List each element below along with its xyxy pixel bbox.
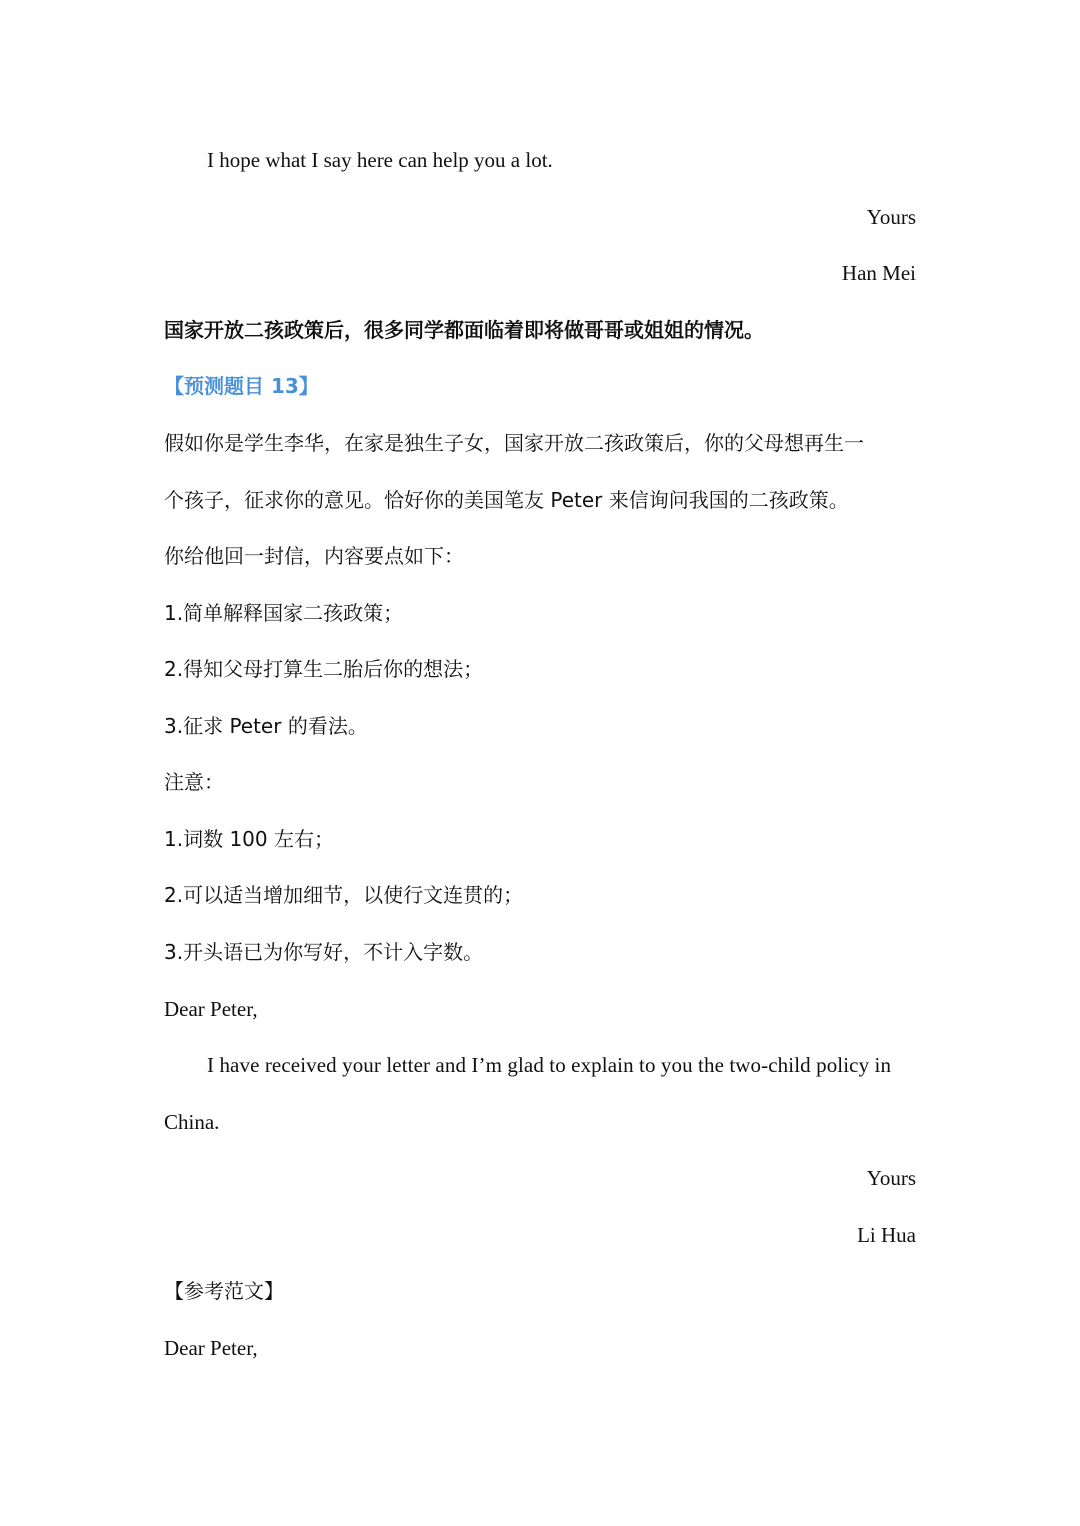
note-3: 3.开头语已为你写好，不计入字数。 [164, 940, 484, 964]
letter2-salutation: Dear Peter, [164, 997, 258, 1021]
letter1-sign-off: Yours [866, 205, 916, 229]
notes-label: 注意： [164, 770, 224, 794]
reference-salutation: Dear Peter, [164, 1336, 258, 1360]
prompt-line-3: 你给他回一封信，内容要点如下： [164, 544, 464, 568]
point-2: 2.得知父母打算生二胎后你的想法； [164, 657, 484, 681]
intro-bold-text: 国家开放二孩政策后，很多同学都面临着即将做哥哥或姐姐的情况。 [164, 318, 764, 342]
prompt-line-1: 假如你是学生李华，在家是独生子女，国家开放二孩政策后，你的父母想再生一 [164, 431, 864, 455]
letter1-signature: Han Mei [841, 261, 916, 285]
note-1: 1.词数 100 左右； [164, 827, 334, 851]
letter1-closing-line: I hope what I say here can help you a lot. [207, 148, 553, 172]
letter2-opening-line-1: I have received your letter and I’m glad to explain to you the two-child policy in [207, 1053, 892, 1077]
prompt-line-2: 个孩子，征求你的意见。恰好你的美国笔友 Peter 来信询问我国的二孩政策。 [164, 488, 849, 512]
reference-heading: 【参考范文】 [164, 1279, 284, 1303]
point-3: 3.征求 Peter 的看法。 [164, 714, 368, 738]
letter2-sign-off: Yours [866, 1166, 916, 1190]
note-2: 2.可以适当增加细节，以使行文连贯的； [164, 883, 524, 907]
question-heading: 【预测题目 13】 [164, 374, 319, 398]
point-1: 1.简单解释国家二孩政策； [164, 601, 404, 625]
letter2-signature: Li Hua [857, 1223, 916, 1247]
letter2-opening-line-2: China. [164, 1110, 220, 1134]
